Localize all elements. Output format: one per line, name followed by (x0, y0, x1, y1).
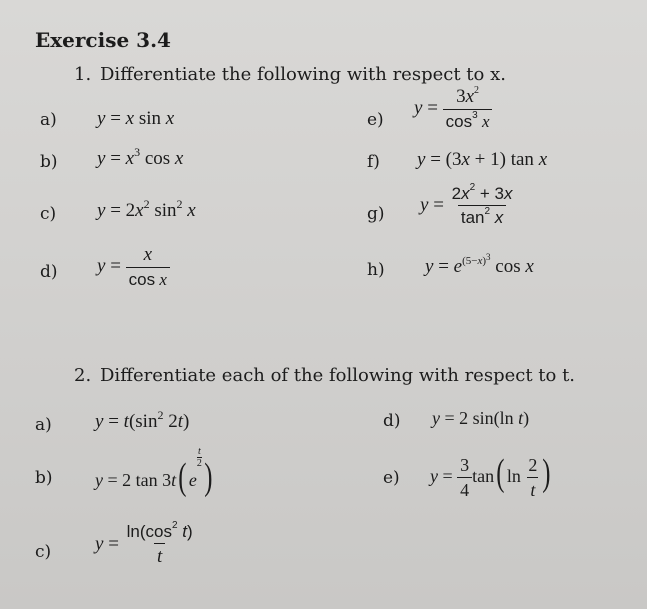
q1-label-c: c) (40, 204, 57, 224)
q1-expr-a: y = x sin x (97, 108, 175, 129)
q2-label-d: d) (383, 411, 401, 431)
q2-expr-c: y = $\frac{\ln(\cos^2 t)}{t}$ (95, 520, 193, 567)
question-1-prompt: Differentiate the following with respect to x. (100, 64, 506, 85)
q1-label-e: e) (367, 110, 384, 130)
question-1-number: 1. (74, 64, 92, 85)
q2-label-c: c) (35, 542, 52, 562)
q1-label-d: d) (40, 262, 58, 282)
q2-expr-a: $y = t(\sin^2$ 2t) (95, 408, 190, 432)
q1-label-h: h) (367, 260, 385, 280)
q1-label-f: f) (367, 152, 380, 172)
q1-expr-g: y = $\frac{2x^2 + 3x}{\tan^2 x}$ (420, 182, 513, 227)
q2-label-a: a) (35, 415, 52, 435)
q1-expr-h: $y = e^{(5-x)^3}$ cos x (425, 252, 534, 277)
q2-label-e: e) (383, 468, 400, 488)
exercise-title: Exercise 3.4 (35, 28, 171, 52)
question-2-prompt: Differentiate each of the following with respect to t. (100, 365, 576, 386)
q1-expr-e: y = $\frac{3x^2}{\cos^3 x}$ (414, 86, 492, 132)
q1-label-a: a) (40, 110, 57, 130)
q1-label-b: b) (40, 152, 58, 172)
q2-expr-d: y = 2 sin(ln t) (432, 408, 530, 428)
question-2-number: 2. (74, 365, 92, 386)
q1-expr-d: y = $\frac{x}{\text{cos x}}$ (97, 244, 170, 290)
q1-expr-c: $y = 2x^2$ $\sin^2 x$ (97, 197, 196, 221)
q1-label-g: g) (367, 204, 385, 224)
q2-expr-e: y = $\frac{3}{4}$ tan( ln $\frac{2}{t}$ ) (430, 452, 551, 500)
q1-expr-b: $y = x^3$ cos x (97, 145, 184, 169)
q2-label-b: b) (35, 468, 53, 488)
q2-expr-b: y = 2 tan 3t( e $\frac{t}{2}$ ) (95, 446, 213, 498)
q1-expr-f: y = (3x + 1) tan x (417, 149, 548, 170)
